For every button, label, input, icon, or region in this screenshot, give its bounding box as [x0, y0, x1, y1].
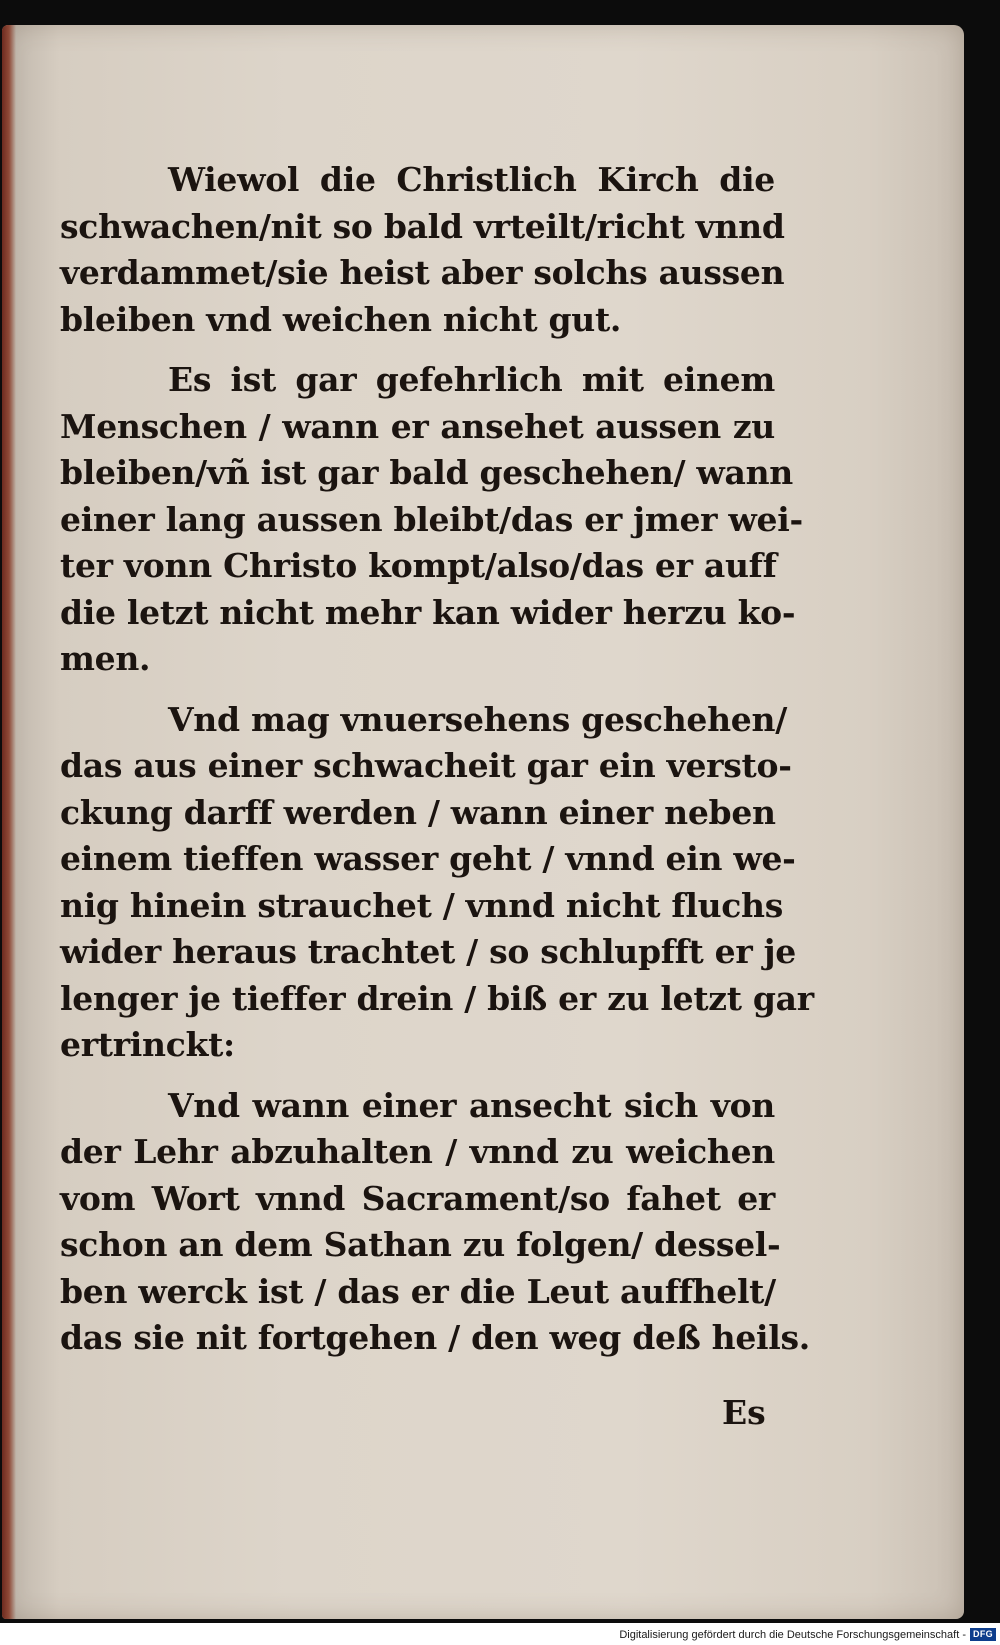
- text-line: einem tieffen wasser geht / vnnd ein we-: [60, 839, 796, 878]
- text-line: ckung darff werden / wann einer neben: [60, 792, 776, 832]
- text-line: das sie nit fortgehen / den weg deß heils.: [60, 1318, 810, 1357]
- paragraph: [60, 697, 814, 1069]
- text-line: ter vonn Christo kompt/also/das er auff: [60, 546, 777, 585]
- text-line: bleiben/vñ ist gar bald geschehen/ wann: [60, 453, 793, 492]
- text-line: lenger je tieffer drein / biß er zu letzt gar: [60, 978, 814, 1018]
- paragraph: [60, 1083, 810, 1362]
- page-text: [60, 157, 814, 1362]
- paragraph: [60, 157, 785, 343]
- text-line: vom Wort vnnd Sacrament/so fahet er: [60, 1178, 775, 1218]
- text-line: Vnd wann einer ansecht sich von: [168, 1085, 775, 1125]
- footer-credit: Digitalisierung gefördert durch die Deutsche Forschungsgemeinschaft -: [619, 1629, 966, 1641]
- text-line: das aus einer schwacheit gar ein versto-: [60, 746, 792, 785]
- text-line: ben werck ist / das er die Leut auffhelt/: [60, 1271, 776, 1311]
- dfg-logo: DFG: [970, 1628, 996, 1641]
- text-line: schon an dem Sathan zu folgen/ dessel-: [60, 1225, 781, 1264]
- text-line: Menschen / wann er ansehet aussen zu: [60, 406, 775, 446]
- text-line: ertrinckt:: [60, 1025, 235, 1064]
- text-line: schwachen/nit so bald vrteilt/richt vnnd: [60, 206, 785, 246]
- paragraph: [60, 357, 803, 683]
- text-line: einer lang aussen bleibt/das er jmer wei-: [60, 499, 803, 539]
- text-line: die letzt nicht mehr kan wider herzu ko-: [60, 592, 796, 632]
- text-line: der Lehr abzuhalten / vnnd zu weichen: [60, 1132, 775, 1171]
- text-line: nig hinein strauchet / vnnd nicht fluchs: [60, 885, 784, 925]
- footer-bar: [0, 1623, 1000, 1645]
- text-line: Vnd mag vnuersehens geschehen/: [168, 699, 787, 739]
- book-page: [2, 25, 964, 1619]
- text-line: bleiben vnd weichen nicht gut.: [60, 299, 622, 339]
- text-line: men.: [60, 639, 151, 678]
- text-line: Wiewol die Christlich Kirch die: [168, 160, 775, 199]
- text-line: wider heraus trachtet / so schlupfft er je: [60, 932, 796, 971]
- text-line: verdammet/sie heist aber solchs aussen: [60, 253, 785, 292]
- catchword: Es: [722, 1393, 766, 1432]
- text-line: Es ist gar gefehrlich mit einem: [168, 360, 775, 399]
